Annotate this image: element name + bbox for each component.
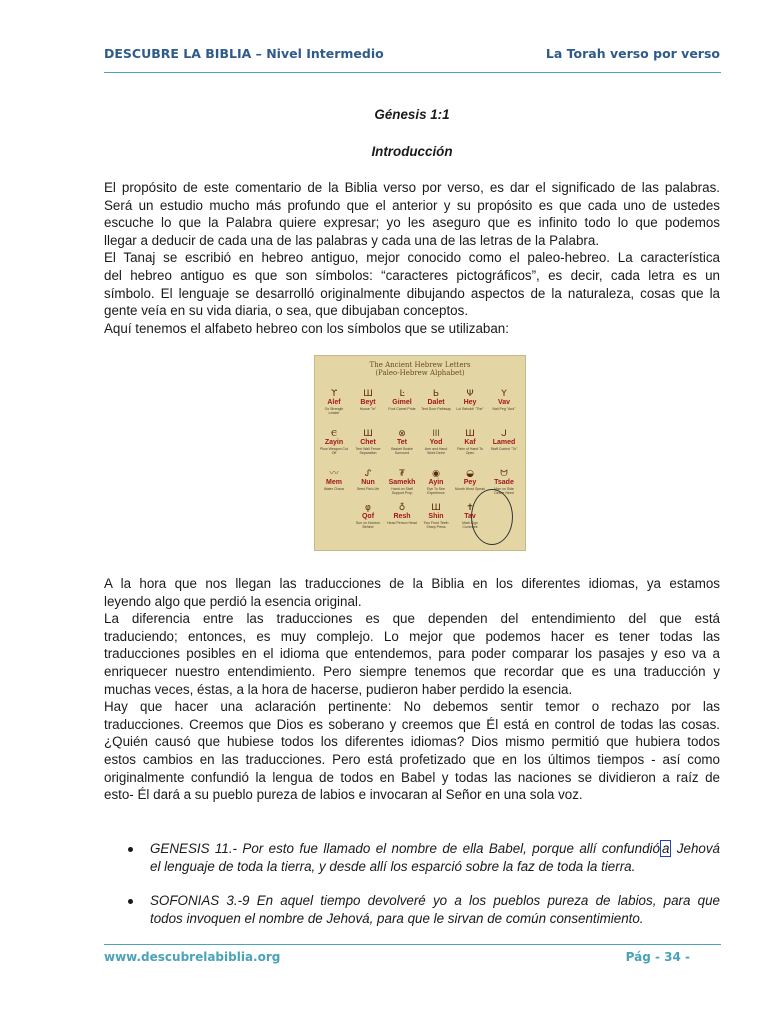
letter-glyph-icon: Ш xyxy=(363,389,373,399)
text-line: estos cambios en las traducciones. Pero está profetizado que en los últimos tiempos - así como xyxy=(104,751,720,767)
letter-qof xyxy=(353,503,383,529)
letter-vav xyxy=(489,389,519,411)
text-line: traducciones posibles en el idioma que entendemos, para poder comparar los pasajes y eso va a xyxy=(104,646,720,662)
letter-meaning: Staff Control "To" xyxy=(490,447,518,451)
text-line: gente veía en su vida diaria, o sea, que dibujaban conceptos. xyxy=(104,303,469,319)
letter-yod xyxy=(421,429,451,455)
header-right: La Torah verso por verso xyxy=(545,45,720,61)
letter-meaning: Nail Peg "And" xyxy=(492,407,516,411)
text-line: Será un estudio mucho más profundo que el anterior y su propósito es que cada uno de ustedes xyxy=(104,197,720,213)
letter-name: Hey xyxy=(463,399,477,406)
letter-glyph-icon: Ь xyxy=(432,389,440,399)
page-footer xyxy=(104,948,690,966)
letter-meaning: Head Person Head xyxy=(387,521,417,525)
letter-name: Alef xyxy=(327,399,341,406)
letter-meaning: Lo! Behold! "The" xyxy=(456,407,484,411)
footer-website: www.descubrelabiblia.org xyxy=(104,950,281,964)
body-paragraph xyxy=(104,575,720,804)
text-line: A la hora que nos llegan las traducciones de la Biblia en los diferentes idiomas, ya estamos xyxy=(104,576,720,591)
text-line: traducciones. Creemos que Dios es soberano y creemos que Él está en control de todas las cosas. xyxy=(104,716,720,732)
letter-glyph-icon: ᒍ xyxy=(501,429,507,439)
paleo-hebrew-alphabet-figure xyxy=(314,355,526,551)
letter-meaning: Hand on Staff Support Prop xyxy=(391,487,413,495)
letter-meaning: Basket Snake Surround xyxy=(391,447,413,455)
bullet-icon xyxy=(128,847,133,852)
bullet-icon xyxy=(128,899,133,904)
letter-glyph-icon: ₮ xyxy=(399,469,405,479)
letter-name: Tav xyxy=(464,513,476,520)
letter-pey xyxy=(455,469,485,491)
letter-glyph-icon: ♁ xyxy=(398,503,406,513)
letter-name: Lamed xyxy=(492,439,516,446)
header-rule xyxy=(104,72,721,73)
letter-name: Qof xyxy=(361,513,375,520)
letter-meaning: Eye To See Experience xyxy=(427,487,445,495)
letter-meaning: Ox Strength Leader xyxy=(324,407,344,415)
verse-heading: Génesis 1:1 xyxy=(374,107,450,122)
letter-alef xyxy=(319,389,349,415)
letter-glyph-icon: Ψ xyxy=(466,389,474,399)
text-line: La diferencia entre las traducciones es que dependen del entendimiento del que está xyxy=(104,611,720,627)
letter-name: Resh xyxy=(393,513,411,520)
letter-meaning: Man on Side Desire Need xyxy=(494,487,514,495)
text-line: El Tanaj se escribió en hebreo antiguo, mejor conocido como el paleo-hebreo. La característica xyxy=(104,250,720,266)
letter-meaning: Tent Door Pathway xyxy=(421,407,451,411)
letter-glyph-icon: 〰 xyxy=(329,469,339,479)
letter-glyph-icon: Ш xyxy=(363,429,373,439)
letter-tet xyxy=(387,429,417,455)
letter-name: Vav xyxy=(497,399,511,406)
letter-name: Shin xyxy=(428,513,444,520)
letter-name: Yod xyxy=(429,439,443,446)
letter-glyph-icon: φ xyxy=(365,503,371,513)
letter-meaning: Mouth Word Speak xyxy=(455,487,485,491)
letter-hey xyxy=(455,389,485,411)
letter-glyph-icon: Y xyxy=(501,389,507,399)
letter-meaning: Tent Wall Fence Separation xyxy=(355,447,381,455)
letter-meaning: Palm of Hand To Open xyxy=(457,447,483,455)
text-line: símbolo. El lenguaje se desarrolló originalmente dibujando aspectos de la naturaleza, cosas que la xyxy=(104,285,720,301)
letter-glyph-icon: Ŀ xyxy=(399,389,405,399)
text-line: Aquí tenemos el alfabeto hebreo con los símbolos que se utilizaban: xyxy=(104,320,509,336)
page-number: Pág - 34 - xyxy=(625,950,690,964)
letter-glyph-icon: ✝ xyxy=(466,503,474,513)
letter-name: Nun xyxy=(361,479,375,486)
letter-name: Tet xyxy=(397,439,407,446)
letter-meaning: Two Front Teeth Sharp Press xyxy=(423,521,449,529)
text-line: ¿Quién causó que hubiese todos los diferentes idiomas? Dios mismo permitió que hubiera todos xyxy=(104,734,720,750)
text-line: llegar a deducir de cada una de las palabras y cada una de las letras de la Palabra. xyxy=(104,232,600,248)
letter-samekh xyxy=(387,469,417,495)
text-line: traduciendo; entonces, es muy complejo. Lo mejor que podemos hacer es tener todas las xyxy=(104,628,720,644)
letter-name: Pey xyxy=(463,479,477,486)
text-line: El propósito de este comentario de la Biblia verso por verso, es dar el significado de las palabras. xyxy=(104,180,720,195)
letter-meaning: Mark Sign Covenant xyxy=(462,521,478,529)
letter-resh xyxy=(387,503,417,525)
letter-lamed xyxy=(489,429,519,451)
page-header xyxy=(104,43,720,63)
letter-name: Samekh xyxy=(388,479,416,486)
letter-shin xyxy=(421,503,451,529)
letter-name: Beyt xyxy=(360,399,376,406)
list-item: SOFONIAS 3.-9 En aquel tiempo devolveré yo a los pueblos pureza de labios, para que todos invoquen el nombre de Jehová, para que le sirvan de común consentimiento. xyxy=(104,892,720,927)
section-heading: Introducción xyxy=(371,144,453,159)
letter-chet xyxy=(353,429,383,455)
letter-name: Mem xyxy=(326,479,342,486)
letter-kaf xyxy=(455,429,485,455)
letter-ayin xyxy=(421,469,451,495)
letter-name: Kaf xyxy=(464,439,476,446)
letter-meaning: Plow Weapon Cut Off xyxy=(320,447,348,455)
text-line: esto- Él dará a su pueblo pureza de labios e invocaran al Señor en una sola voz. xyxy=(104,787,583,803)
letter-mem xyxy=(319,469,349,491)
letter-meaning: Sun on Horizon Behind xyxy=(355,521,381,529)
text-line: originalmente confundió la lengua de todos en Babel y todas las naciones se dividieron a raíz de xyxy=(104,769,720,785)
letter-glyph-icon: Ⲉ xyxy=(331,429,337,439)
selection-box: a xyxy=(661,841,670,856)
letter-glyph-icon: ◒ xyxy=(466,469,474,479)
tav-circle-annotation xyxy=(471,489,513,545)
letter-meaning: Arm and Hand Work Deed xyxy=(424,447,448,455)
letter-glyph-icon: ᔑ xyxy=(364,469,372,479)
letter-name: Ayin xyxy=(428,479,444,486)
letter-name: Tsade xyxy=(494,479,514,486)
header-left: DESCUBRE LA BIBLIA – Nivel Intermedio xyxy=(104,45,384,61)
letter-name: Chet xyxy=(360,439,376,446)
text-line: escuche lo que la Palabra quiere expresar; yo les aseguro que es infinito todo lo que podemos xyxy=(104,215,720,231)
letter-meaning: Foot Camel Pride xyxy=(388,407,416,411)
letter-glyph-icon: Ш xyxy=(465,429,475,439)
letter-glyph-icon: ⊗ xyxy=(398,429,406,439)
scripture-list xyxy=(104,840,720,944)
footer-rule xyxy=(104,944,721,945)
text-line: enriquecer nuestro entendimiento. Pero siempre tenemos que recordar que es una traducción y xyxy=(104,663,720,679)
text-line: del hebreo antiguo es que son símbolos: “caracteres pictográficos”, es decir, cada letra es un xyxy=(104,267,720,283)
letter-glyph-icon: Ш xyxy=(431,503,441,513)
letter-meaning: House "In" xyxy=(359,407,377,411)
letter-glyph-icon: Ⲽ xyxy=(432,429,440,439)
text-line: leyendo algo que perdió la esencia original. xyxy=(104,593,362,609)
letter-glyph-icon: ᗢ xyxy=(500,469,508,479)
letter-name: Zayin xyxy=(324,439,344,446)
letter-nun xyxy=(353,469,383,491)
letter-meaning: Water Chaos xyxy=(323,487,345,491)
letter-beyt xyxy=(353,389,383,411)
intro-paragraph xyxy=(104,179,720,337)
text-line: Hay que hacer una aclaración pertinente: No debemos sentir temor o rechazo por las xyxy=(104,699,720,715)
list-item: GENESIS 11.- Por esto fue llamado el nombre de ella Babel, porque allí confundió a Jehová el lenguaje de toda la tierra, y desde allí los esparció sobre la faz de toda la tierra. xyxy=(104,840,720,875)
letter-glyph-icon: ϒ xyxy=(330,389,338,399)
letter-zayin xyxy=(319,429,349,455)
letter-meaning: Seed Fish Life xyxy=(356,487,380,491)
letter-name: Gimel xyxy=(392,399,412,406)
letter-dalet xyxy=(421,389,451,411)
letter-gimel xyxy=(387,389,417,411)
letter-glyph-icon: ◉ xyxy=(432,469,440,479)
text-line: muchas veces, éstas, a la hora de hacerse, pudieron haber perdido la esencia. xyxy=(104,681,573,697)
letter-name: Dalet xyxy=(427,399,445,406)
figure-title: The Ancient Hebrew Letters (Paleo-Hebrew Alphabet) xyxy=(369,361,471,377)
